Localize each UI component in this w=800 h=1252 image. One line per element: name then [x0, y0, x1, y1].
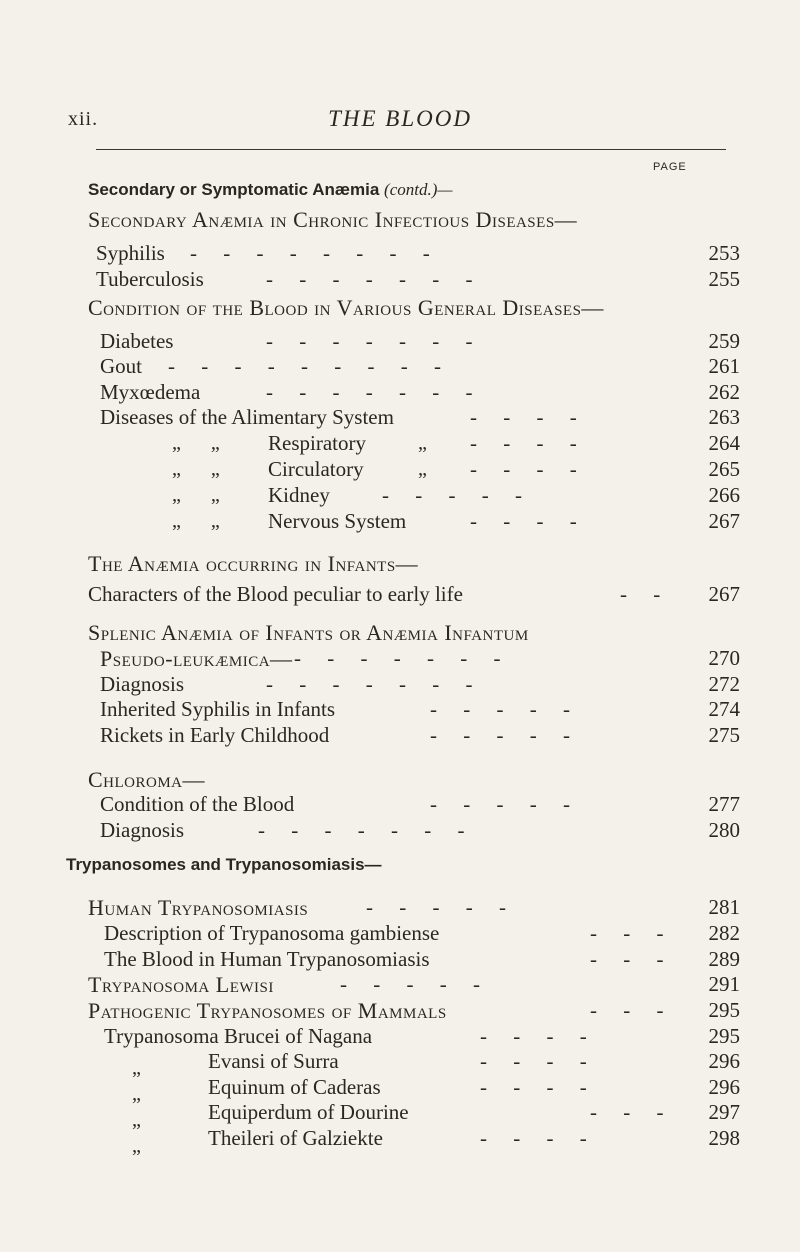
ditto-mark: „	[132, 1109, 141, 1131]
ditto-mark: „ „	[172, 432, 220, 454]
dot-leader: - - - -	[470, 405, 577, 429]
dot-leader: - - - - - - -	[266, 267, 473, 291]
toc-page-number: 295	[708, 998, 740, 1022]
toc-page-number: 280	[708, 818, 740, 842]
ditto-mark: „	[418, 432, 427, 454]
toc-entry: Myxœdema	[100, 380, 201, 404]
toc-entry: Condition of the Blood	[100, 792, 295, 816]
toc-entry: Equiperdum of Dourine	[208, 1100, 409, 1124]
toc-entry: Diabetes	[100, 329, 174, 353]
toc-page-number: 262	[708, 380, 740, 404]
ditto-mark: „	[132, 1083, 141, 1105]
toc-page-number: 267	[708, 582, 740, 606]
toc-heading: The Anæmia occurring in Infants—	[88, 551, 419, 576]
ditto-mark: „ „	[172, 510, 220, 532]
dot-leader: - - - - -	[340, 972, 480, 996]
dot-leader: - - - - -	[430, 723, 570, 747]
ditto-mark: „	[418, 458, 427, 480]
dot-leader: - - - -	[470, 509, 577, 533]
toc-heading: Trypanosoma Lewisi	[88, 972, 274, 997]
toc-entry: Description of Trypanosoma gambiense	[104, 921, 440, 945]
toc-page-number: 261	[708, 354, 740, 378]
toc-page-number: 274	[708, 697, 740, 721]
toc-entry: Rickets in Early Childhood	[100, 723, 330, 747]
toc-page-number: 272	[708, 672, 740, 696]
toc-page-number: 259	[708, 329, 740, 353]
ditto-mark: „ „	[172, 458, 220, 480]
toc-entry: Respiratory	[268, 431, 366, 455]
toc-page-number: 277	[708, 792, 740, 816]
toc-entry: Diseases of the Alimentary System	[100, 405, 394, 429]
toc-heading: Pseudo-leukæmica—	[100, 646, 293, 671]
page-folio: xii.	[68, 108, 99, 130]
dot-leader: - - - - - - -	[258, 818, 465, 842]
toc-entry: Kidney	[268, 483, 330, 507]
ditto-mark: „	[132, 1135, 141, 1157]
toc-page-number: 296	[708, 1075, 740, 1099]
toc-heading: Splenic Anæmia of Infants or Anæmia Infantum	[88, 620, 529, 645]
dot-leader: - - -	[590, 1100, 664, 1124]
dot-leader: - - - - - - -	[294, 646, 501, 670]
dot-leader: - - - -	[480, 1075, 587, 1099]
toc-heading: Chloroma—	[88, 767, 206, 792]
toc-page-number: 270	[708, 646, 740, 670]
dot-leader: - - - - -	[430, 697, 570, 721]
dot-leader: - - - -	[480, 1126, 587, 1150]
dot-leader: - - - -	[470, 431, 577, 455]
dot-leader: - -	[620, 582, 661, 606]
toc-entry: Circulatory	[268, 457, 364, 481]
toc-page-number: 253	[708, 241, 740, 265]
dot-leader: - - - - - - -	[266, 329, 473, 353]
toc-page-number: 267	[708, 509, 740, 533]
dot-leader: - - - -	[480, 1049, 587, 1073]
page-column-label: PAGE	[653, 161, 687, 173]
toc-page-number: 291	[708, 972, 740, 996]
toc-page-number: 296	[708, 1049, 740, 1073]
dot-leader: - - - - -	[430, 792, 570, 816]
toc-page-number: 297	[708, 1100, 740, 1124]
toc-entry: Nervous System	[268, 509, 407, 533]
toc-page-number: 255	[708, 267, 740, 291]
toc-entry: The Blood in Human Trypanosomiasis	[104, 947, 430, 971]
running-title: THE BLOOD	[328, 106, 472, 131]
running-head	[0, 106, 800, 136]
toc-page-number: 263	[708, 405, 740, 429]
dot-leader: - - -	[590, 947, 664, 971]
toc-page-number: 266	[708, 483, 740, 507]
toc-entry: Diagnosis	[100, 672, 184, 696]
dot-leader: - - - -	[480, 1024, 587, 1048]
toc-entry: Inherited Syphilis in Infants	[100, 697, 336, 721]
toc-entry: Equinum of Caderas	[208, 1075, 381, 1099]
dot-leader: - - - - - - -	[266, 380, 473, 404]
toc-heading: Human Trypanosomiasis	[88, 895, 309, 920]
toc-page-number: 295	[708, 1024, 740, 1048]
dot-leader: - - -	[590, 998, 664, 1022]
section-title: Trypanosomes and Trypanosomiasis—	[66, 855, 382, 874]
toc-heading: Pathogenic Trypanosomes of Mammals	[88, 998, 447, 1023]
toc-entry: Theileri of Galziekte	[208, 1126, 383, 1150]
toc-heading: Secondary Anæmia in Chronic Infectious Diseases—	[88, 207, 578, 232]
toc-page-number: 281	[708, 895, 740, 919]
dot-leader: - - - - - - - - -	[168, 354, 441, 378]
toc-entry: Tuberculosis	[96, 267, 204, 291]
toc-entry: Syphilis	[96, 241, 165, 265]
dot-leader: - - - - - - -	[266, 672, 473, 696]
toc-page-number: 275	[708, 723, 740, 747]
ditto-mark: „ „	[172, 484, 220, 506]
toc-entry: Trypanosoma Brucei of Nagana	[104, 1024, 373, 1048]
toc-page-number: 264	[708, 431, 740, 455]
header-rule	[96, 149, 726, 150]
toc-entry: Gout	[100, 354, 142, 378]
section-title: Secondary or Symptomatic Anæmia (contd.)—	[88, 180, 453, 199]
dot-leader: - - - - - - - -	[190, 241, 430, 265]
ditto-mark: „	[132, 1057, 141, 1079]
toc-page-number: 265	[708, 457, 740, 481]
dot-leader: - - - - -	[366, 895, 506, 919]
toc-entry: Diagnosis	[100, 818, 184, 842]
dot-leader: - - - -	[470, 457, 577, 481]
toc-page-number: 298	[708, 1126, 740, 1150]
toc-entry: Characters of the Blood peculiar to early life	[88, 582, 463, 606]
dot-leader: - - - - -	[382, 483, 522, 507]
toc-entry: Evansi of Surra	[208, 1049, 339, 1073]
dot-leader: - - -	[590, 921, 664, 945]
toc-page-number: 289	[708, 947, 740, 971]
toc-heading: Condition of the Blood in Various General Diseases—	[88, 295, 604, 320]
toc-page-number: 282	[708, 921, 740, 945]
